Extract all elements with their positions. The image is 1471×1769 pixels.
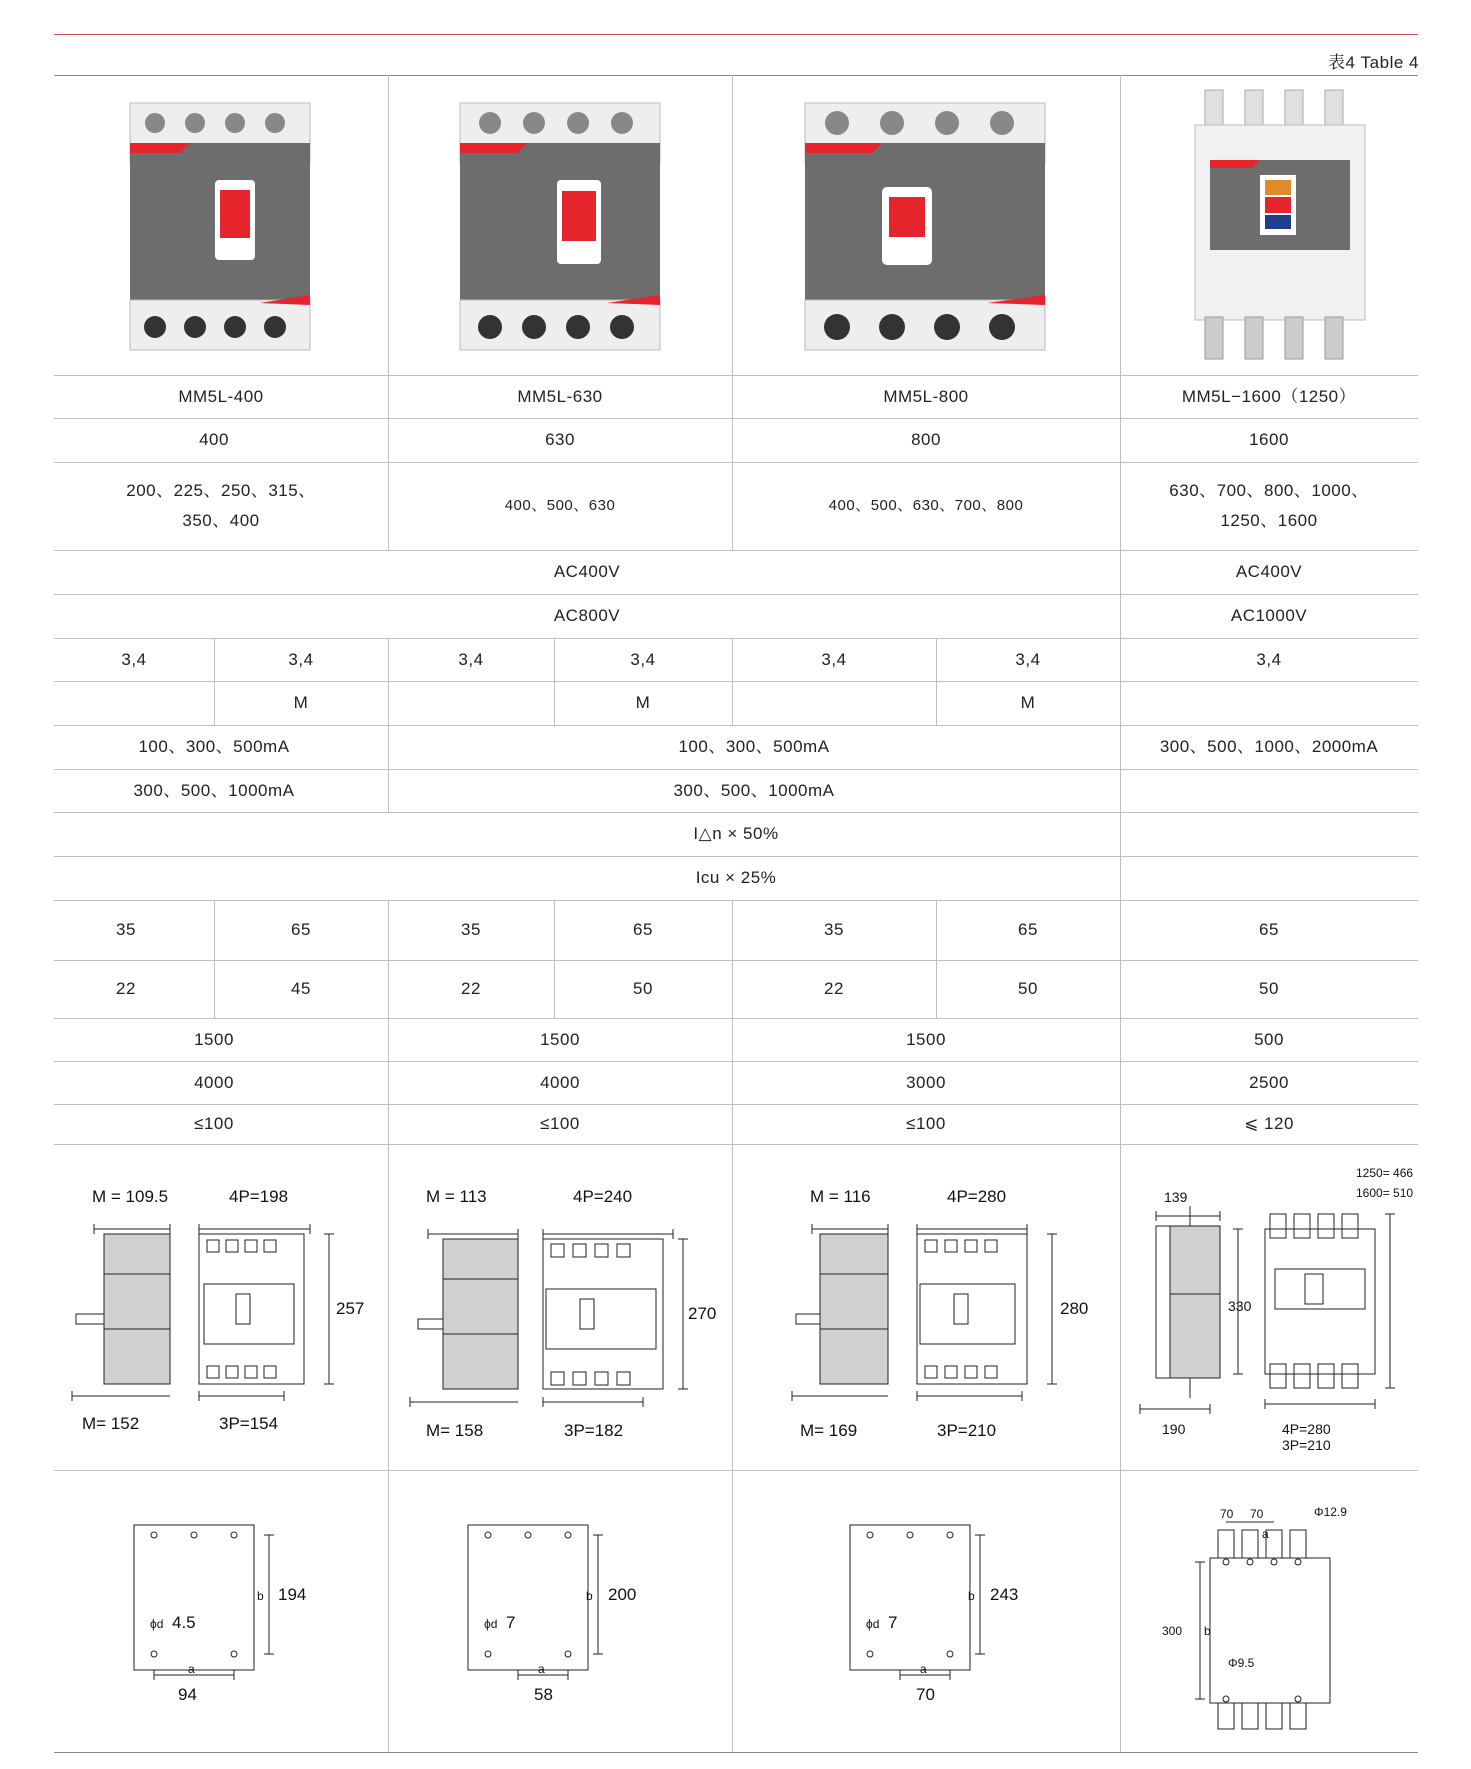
poles: 3,4 — [458, 649, 484, 669]
model-name: MM5L-400 — [178, 386, 264, 406]
rated-current-line: 1250、1600 — [1220, 511, 1318, 530]
dim-label: 270 — [688, 1304, 717, 1323]
mounting-drawing-800 — [732, 1470, 1120, 1752]
electrical-life: 500 — [1254, 1029, 1284, 1049]
mount-label: a — [1262, 1527, 1269, 1541]
icu-value: 65 — [633, 920, 653, 939]
dim-label: M= 158 — [426, 1421, 484, 1440]
icu-value: 65 — [1259, 920, 1279, 939]
ics-value: 22 — [824, 979, 844, 998]
dim-label: 4P=240 — [573, 1187, 633, 1206]
rated-current — [1120, 462, 1418, 550]
model-name: MM5L−1600（1250） — [1181, 386, 1357, 406]
mount-label: ϕd — [150, 1617, 164, 1631]
model-name: MM5L-630 — [517, 386, 603, 406]
mount-label: 94 — [178, 1685, 197, 1704]
mount-label: a — [920, 1662, 927, 1676]
insulation-voltage: AC1000V — [1230, 606, 1308, 625]
mounting-drawing-400 — [54, 1470, 388, 1752]
breaking-level: M — [635, 693, 651, 712]
residual-current: 100、300、500mA — [678, 737, 830, 756]
dim-label: 280 — [1060, 1299, 1089, 1318]
dim-label: 3P=210 — [937, 1421, 997, 1440]
mount-label: b — [1204, 1624, 1211, 1638]
rated-current-line: 630、700、800、1000、 — [1169, 481, 1369, 500]
dim-label: 139 — [1164, 1189, 1188, 1205]
mount-label: Φ12.9 — [1314, 1505, 1347, 1519]
short-circuit-operating: Icu × 25% — [695, 868, 777, 887]
dim-label: 1250= 466 — [1356, 1166, 1414, 1180]
dim-label: 330 — [1228, 1298, 1252, 1314]
non-operating-residual: I△n × 50% — [693, 824, 779, 843]
mount-label: 300 — [1162, 1624, 1183, 1638]
dim-label: M= 152 — [82, 1414, 140, 1433]
dim-label: 3P=210 — [1282, 1437, 1331, 1453]
residual-current: 300、500、1000mA — [133, 780, 295, 800]
dim-label: 4P=280 — [1282, 1421, 1331, 1437]
icu-value: 35 — [116, 920, 136, 939]
mount-label: a — [538, 1662, 545, 1676]
mount-label: 7 — [888, 1613, 898, 1632]
mount-label: 243 — [990, 1585, 1019, 1604]
ics-value: 50 — [1259, 979, 1279, 998]
arcing-distance: ≤100 — [906, 1114, 946, 1133]
arcing-distance: ⩽ 120 — [1244, 1114, 1294, 1133]
mounting-drawing-1600 — [1120, 1470, 1418, 1752]
residual-current: 100、300、500mA — [138, 737, 290, 756]
dim-label: 4P=280 — [947, 1187, 1007, 1206]
dim-label: 4P=198 — [229, 1187, 289, 1206]
outline-drawing-800 — [732, 1144, 1120, 1470]
model-name: MM5L-800 — [883, 386, 969, 406]
mount-label: 4.5 — [172, 1613, 196, 1632]
electrical-life: 1500 — [540, 1029, 580, 1049]
mount-label: 194 — [278, 1585, 307, 1604]
icu-value: 35 — [461, 920, 481, 939]
rated-voltage: AC400V — [553, 562, 621, 581]
frame-current: 400 — [199, 430, 229, 449]
outline-drawing-630 — [388, 1144, 732, 1470]
mechanical-life: 4000 — [540, 1072, 580, 1092]
mechanical-life: 4000 — [194, 1072, 234, 1092]
residual-current: 300、500、1000mA — [673, 780, 835, 800]
breaker-photo-400 — [120, 95, 320, 355]
outline-drawing-1600 — [1120, 1144, 1418, 1470]
ics-value: 50 — [1018, 979, 1038, 998]
mount-label: 7 — [506, 1613, 516, 1632]
poles: 3,4 — [1256, 649, 1282, 669]
poles: 3,4 — [821, 649, 847, 669]
mount-label: b — [257, 1589, 264, 1603]
ics-value: 50 — [633, 979, 653, 998]
breaker-photo-630 — [452, 95, 672, 355]
mechanical-life: 3000 — [906, 1072, 946, 1092]
mount-label: 70 — [1220, 1507, 1234, 1521]
dim-label: 257 — [336, 1299, 365, 1318]
icu-value: 65 — [1018, 920, 1038, 939]
breaking-level: M — [1020, 693, 1036, 712]
rated-current-line: 200、225、250、315、 — [126, 481, 316, 500]
row-divider — [54, 75, 1418, 76]
mount-label: Φ9.5 — [1228, 1656, 1255, 1670]
outline-drawing-400 — [54, 1144, 388, 1470]
arcing-distance: ≤100 — [194, 1114, 234, 1133]
poles: 3,4 — [1015, 649, 1041, 669]
rated-current — [732, 462, 1120, 550]
row-divider — [54, 1752, 1418, 1753]
insulation-voltage: AC800V — [553, 606, 621, 625]
dim-label: 190 — [1162, 1421, 1186, 1437]
mounting-drawing-630 — [388, 1470, 732, 1752]
dim-label: 3P=182 — [564, 1421, 624, 1440]
dim-label: M = 116 — [810, 1187, 871, 1206]
dim-label: 1600= 510 — [1356, 1186, 1414, 1200]
dim-label: M = 109.5 — [92, 1187, 169, 1206]
breaking-level: M — [293, 693, 309, 712]
rated-voltage: AC400V — [1235, 562, 1303, 581]
poles: 3,4 — [121, 649, 147, 669]
rated-current-line: 400、500、630 — [504, 497, 616, 514]
arcing-distance: ≤100 — [540, 1114, 580, 1133]
table-label: 表4 Table 4 — [1328, 53, 1419, 72]
icu-value: 35 — [824, 920, 844, 939]
electrical-life: 1500 — [194, 1029, 234, 1049]
mount-label: b — [586, 1589, 593, 1603]
poles: 3,4 — [630, 649, 656, 669]
mount-label: ϕd — [866, 1617, 880, 1631]
breaker-photo-800 — [797, 95, 1057, 355]
ics-value: 22 — [116, 979, 136, 998]
mount-label: 70 — [1250, 1507, 1264, 1521]
mount-label: b — [968, 1589, 975, 1603]
rated-current — [54, 462, 388, 550]
mount-label: a — [188, 1662, 195, 1676]
mount-label: 70 — [916, 1685, 935, 1704]
frame-current: 630 — [545, 430, 575, 449]
icu-value: 65 — [291, 920, 311, 939]
electrical-life: 1500 — [906, 1029, 946, 1049]
frame-current: 1600 — [1249, 430, 1289, 449]
rated-current — [388, 462, 732, 550]
rated-current-line: 400、500、630、700、800 — [828, 497, 1024, 514]
top-accent-line — [54, 34, 1418, 35]
mount-label: 58 — [534, 1685, 553, 1704]
dim-label: 3P=154 — [219, 1414, 279, 1433]
frame-current: 800 — [911, 430, 941, 449]
mount-label: ϕd — [484, 1617, 498, 1631]
dim-label: M = 113 — [426, 1187, 487, 1206]
ics-value: 22 — [461, 979, 481, 998]
ics-value: 45 — [291, 979, 311, 998]
mount-label: 200 — [608, 1585, 637, 1604]
residual-current: 300、500、1000、2000mA — [1159, 737, 1379, 756]
poles: 3,4 — [288, 649, 314, 669]
breaker-photo-1600 — [1180, 85, 1380, 365]
rated-current-line: 350、400 — [182, 511, 260, 530]
mechanical-life: 2500 — [1249, 1072, 1289, 1092]
dim-label: M= 169 — [800, 1421, 858, 1440]
